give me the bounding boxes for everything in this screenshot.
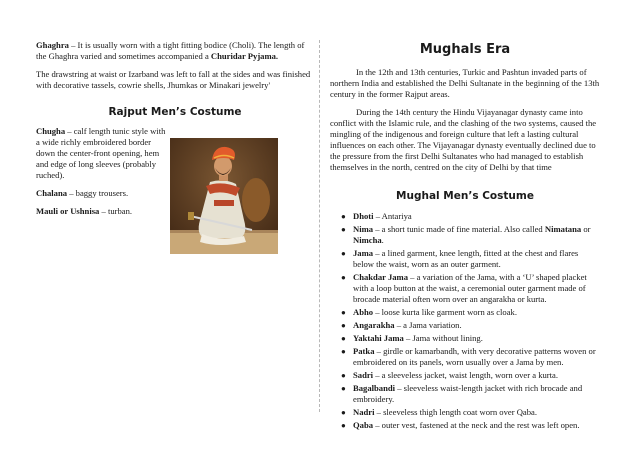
term-nimcha: Nimcha: [353, 235, 382, 245]
mughal-costume-heading: Mughal Men’s Costume: [396, 190, 534, 202]
list-item: [330, 333, 600, 344]
list-item: [330, 224, 600, 246]
term-jama: Jama: [353, 248, 374, 258]
term-angarakha: Angarakha: [353, 320, 395, 330]
rajput-man-photo: [170, 138, 278, 254]
list-item: [330, 370, 600, 381]
term-nimatana: Nimatana: [544, 224, 582, 234]
term-sadri: Sadri: [353, 370, 374, 380]
term-chakdar-jama: Chakdar Jama: [353, 272, 408, 282]
mughal-costume-list: [330, 211, 600, 431]
mughals-era-heading: Mughals Era: [419, 42, 511, 57]
item-text: – girdle or kamarbandh, with very decorative patterns woven or embroidered on its panels, worn usually over a Jama by men.: [353, 346, 596, 367]
bullet-icon: ●: [341, 308, 346, 317]
mauli-text: – turban.: [99, 206, 133, 216]
item-text: – a sleeveless jacket, waist length, worn over a kurta.: [373, 370, 559, 380]
bullet-icon: ●: [341, 408, 346, 417]
item-text: – Jama without lining.: [403, 333, 483, 343]
term-nadri: Nadri: [353, 407, 375, 417]
drawstring-paragraph: The drawstring at waist or Izarband was left to fall at the sides and was finished with decorative tassels, cowrie shells, Jhumkas or Minakari jewelry': [36, 69, 311, 90]
item-text: – a short tunic made of fine material. Also called: [373, 224, 545, 234]
list-item: [330, 272, 600, 305]
item-text: – sleeveless waist-length jacket with rich brocade and embroidery.: [353, 383, 583, 404]
list-item: [330, 383, 600, 405]
bullet-icon: ●: [341, 225, 346, 234]
term-bagalbandi: Bagalbandi: [353, 383, 396, 393]
term-abho: Abho: [353, 307, 374, 317]
bullet-icon: ●: [341, 421, 346, 430]
chalana-text: – baggy trousers.: [67, 188, 129, 198]
term-qaba: Qaba: [353, 420, 374, 430]
bullet-icon: ●: [341, 273, 346, 282]
term-yaktahi-jama: Yaktahi Jama: [353, 333, 404, 343]
item-text: – outer vest, fastened at the neck and the rest was left open.: [373, 420, 580, 430]
chalana-paragraph: [36, 188, 168, 199]
rajput-man-illustration: [170, 138, 278, 254]
era-paragraph-1: In the 12th and 13th centuries, Turkic and Pashtun invaded parts of northern India and established the Delhi Sultanate in the beginning of the 13th century in the former Rajput areas.: [330, 67, 600, 99]
bullet-icon: ●: [341, 347, 346, 356]
item-text-period: .: [381, 235, 384, 245]
term-chalana: Chalana: [36, 188, 68, 198]
list-item: [330, 211, 600, 222]
item-text: – loose kurta like garment worn as cloak.: [373, 307, 517, 317]
column-divider: [319, 40, 320, 412]
bullet-icon: ●: [341, 212, 346, 221]
item-text: – sleeveless thigh length coat worn over Qaba.: [374, 407, 538, 417]
era-paragraph-2: During the 14th century the Hindu Vijayanagar dynasty came into conflict with the Islamic rule, and the clashing of the two systems, caused the mingling of the indigenous and foreign culture that left a lasting cultural influences on each other. The Vijayanagar dynasty eventually declined due to the pressure from the first Delhi Sultanates who had managed to establish themselves in the north, centred on the city of Delhi by that time: [330, 107, 597, 172]
bullet-icon: ●: [341, 249, 346, 258]
ghaghra-paragraph: [36, 40, 314, 62]
term-churidar: Churidar Pyjama.: [210, 51, 279, 61]
list-item: [330, 307, 600, 318]
list-item: [330, 407, 600, 418]
term-nima: Nima: [353, 224, 374, 234]
list-item: [330, 346, 600, 368]
item-text: – Antariya: [373, 211, 412, 221]
bullet-icon: ●: [341, 384, 346, 393]
term-patka: Patka: [353, 346, 375, 356]
item-text: – a lined garment, knee length, fitted at the chest and flares below the waist, worn as an outer garment.: [353, 248, 579, 269]
bullet-icon: ●: [341, 334, 346, 343]
chugha-text: – calf length tunic style with a wide richly embroidered border down the center-front opening, hem and edge of long sleeves (probably ruched).: [36, 126, 166, 180]
term-mauli: Mauli or Ushnisa: [36, 206, 100, 216]
mauli-paragraph: [36, 206, 168, 217]
term-ghaghra: Ghaghra: [36, 40, 69, 50]
list-item: [330, 320, 600, 331]
item-text: – a Jama variation.: [394, 320, 462, 330]
chugha-paragraph: [36, 126, 168, 181]
term-dhoti: Dhoti: [353, 211, 374, 221]
rajput-costume-heading: Rajput Men’s Costume: [108, 106, 242, 118]
right-column: [330, 40, 600, 433]
list-item: [330, 420, 600, 431]
ghaghra-text: – It is usually worn with a tight fitting bodice (Choli). The length of the Ghaghra varied and sometimes accompanied a: [36, 40, 305, 61]
bullet-icon: ●: [341, 321, 346, 330]
item-text-or: or: [581, 224, 591, 234]
term-chugha: Chugha: [36, 126, 66, 136]
bullet-icon: ●: [341, 371, 346, 380]
list-item: [330, 248, 600, 270]
item-text: – a variation of the Jama, with a ‘U’ shaped placket with a loop button at the waist, a ceremonial outer garment made of brocade material often worn over an angarakha or kurta.: [353, 272, 587, 304]
